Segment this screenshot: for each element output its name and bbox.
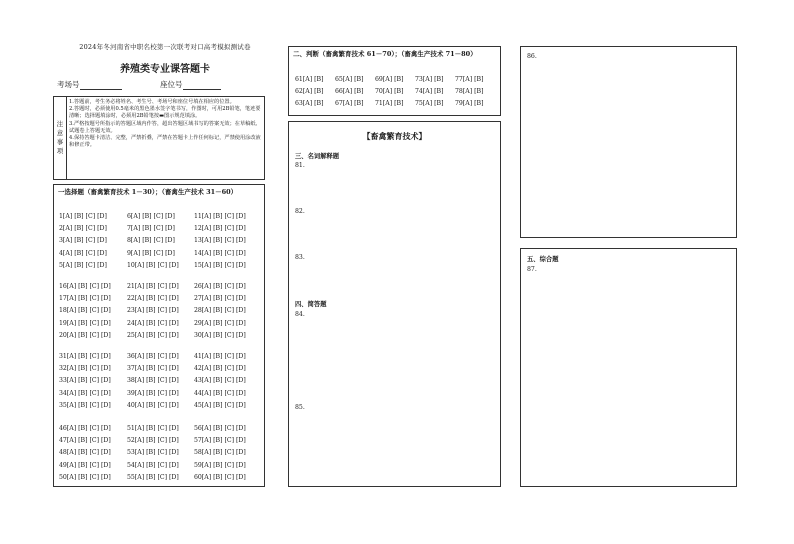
- mc-item[interactable]: 13[A] [B] [C] [D]: [194, 237, 246, 245]
- mc-item[interactable]: 29[A] [B] [C] [D]: [194, 319, 246, 327]
- mc-item[interactable]: 35[A] [B] [C] [D]: [59, 401, 111, 409]
- notice-box: [53, 96, 265, 180]
- tf-item[interactable]: 61[A] [B]: [295, 76, 324, 83]
- notice-char: 项: [56, 147, 64, 155]
- mc-item[interactable]: 55[A] [B] [C] [D]: [127, 473, 179, 481]
- mc-item[interactable]: 9[A] [B] [C] [D]: [127, 249, 175, 257]
- question-86[interactable]: 86.: [527, 53, 537, 60]
- mc-item[interactable]: 11[A] [B] [C] [D]: [194, 213, 246, 220]
- mc-item[interactable]: 41[A] [B] [C] [D]: [194, 353, 246, 360]
- mc-item[interactable]: 46[A] [B] [C] [D]: [59, 425, 111, 432]
- section-3-title: 三、名词解释题: [295, 153, 340, 160]
- question-84[interactable]: 84.: [295, 311, 305, 318]
- mc-item[interactable]: 19[A] [B] [C] [D]: [59, 319, 111, 327]
- mc-item[interactable]: 32[A] [B] [C] [D]: [59, 365, 111, 373]
- mc-item[interactable]: 28[A] [B] [C] [D]: [194, 307, 246, 315]
- mc-item[interactable]: 16[A] [B] [C] [D]: [59, 283, 111, 290]
- mc-item[interactable]: 56[A] [B] [C] [D]: [194, 425, 246, 432]
- tf-item[interactable]: 75[A] [B]: [415, 100, 444, 107]
- mc-item[interactable]: 14[A] [B] [C] [D]: [194, 249, 246, 257]
- question-83[interactable]: 83.: [295, 254, 305, 261]
- mc-item[interactable]: 22[A] [B] [C] [D]: [127, 295, 179, 303]
- exam-title: 2024年冬河南省中职名校第一次联考对口高考模拟测试卷: [79, 43, 251, 51]
- mc-item[interactable]: 10[A] [B] [C] [D]: [127, 261, 179, 269]
- mc-item[interactable]: 23[A] [B] [C] [D]: [127, 307, 179, 315]
- tf-title: 二、判断（畜禽繁育技术 61－70）；（畜禽生产技术 71－80）: [293, 50, 477, 58]
- tf-item[interactable]: 78[A] [B]: [455, 88, 484, 95]
- seat-label: 座位号: [160, 80, 183, 89]
- card-title: 养殖类专业课答题卡: [120, 64, 210, 75]
- notice-text: [69, 99, 262, 149]
- true-false-box: [288, 46, 501, 116]
- mc-title: 一选择题（畜禽繁育技术 1－30）；（畜禽生产技术 31－60）: [58, 188, 238, 196]
- question-82[interactable]: 82.: [295, 208, 305, 215]
- mc-item[interactable]: 51[A] [B] [C] [D]: [127, 425, 179, 432]
- mc-item[interactable]: 40[A] [B] [C] [D]: [127, 401, 179, 409]
- mc-item[interactable]: 4[A] [B] [C] [D]: [59, 249, 107, 257]
- answer-box-87: [520, 248, 737, 487]
- mc-item[interactable]: 31[A] [B] [C] [D]: [59, 353, 111, 360]
- mc-item[interactable]: 6[A] [B] [C] [D]: [127, 213, 175, 220]
- question-85[interactable]: 85.: [295, 404, 305, 411]
- mc-item[interactable]: 25[A] [B] [C] [D]: [127, 331, 179, 339]
- tf-item[interactable]: 66[A] [B]: [335, 88, 364, 95]
- mc-item[interactable]: 52[A] [B] [C] [D]: [127, 437, 179, 445]
- mc-item[interactable]: 54[A] [B] [C] [D]: [127, 461, 179, 469]
- tf-item[interactable]: 65[A] [B]: [335, 76, 364, 83]
- exam-room-line: [80, 81, 122, 90]
- mc-item[interactable]: 33[A] [B] [C] [D]: [59, 377, 111, 385]
- mc-item[interactable]: 49[A] [B] [C] [D]: [59, 461, 111, 469]
- mc-item[interactable]: 38[A] [B] [C] [D]: [127, 377, 179, 385]
- tf-item[interactable]: 79[A] [B]: [455, 100, 484, 107]
- mc-item[interactable]: 48[A] [B] [C] [D]: [59, 449, 111, 457]
- notice-char: 事: [56, 138, 64, 146]
- tf-item[interactable]: 73[A] [B]: [415, 76, 444, 83]
- tf-item[interactable]: 71[A] [B]: [375, 100, 404, 107]
- mc-item[interactable]: 57[A] [B] [C] [D]: [194, 437, 246, 445]
- tf-item[interactable]: 77[A] [B]: [455, 76, 484, 83]
- mc-item[interactable]: 3[A] [B] [C] [D]: [59, 237, 107, 245]
- mc-item[interactable]: 5[A] [B] [C] [D]: [59, 261, 107, 269]
- exam-room-field[interactable]: [57, 79, 122, 90]
- mc-item[interactable]: 50[A] [B] [C] [D]: [59, 473, 111, 481]
- tf-item[interactable]: 63[A] [B]: [295, 100, 324, 107]
- mc-item[interactable]: 1[A] [B] [C] [D]: [59, 213, 107, 220]
- mc-item[interactable]: 43[A] [B] [C] [D]: [194, 377, 246, 385]
- notice-line: 3.严格按题号所指示的答题区域内作答，超出答题区域书写的答案无效；在草稿纸、试题卷上答题无效。: [69, 120, 261, 134]
- mc-item[interactable]: 47[A] [B] [C] [D]: [59, 437, 111, 445]
- mc-item[interactable]: 17[A] [B] [C] [D]: [59, 295, 111, 303]
- mc-item[interactable]: 60[A] [B] [C] [D]: [194, 473, 246, 481]
- multiple-choice-box: [53, 184, 265, 487]
- mc-item[interactable]: 44[A] [B] [C] [D]: [194, 389, 246, 397]
- notice-line: 1.答题前，考生务必将姓名、考生号、考场号和座位号填在相应的位置。: [69, 99, 235, 105]
- mc-item[interactable]: 39[A] [B] [C] [D]: [127, 389, 179, 397]
- mc-item[interactable]: 37[A] [B] [C] [D]: [127, 365, 179, 373]
- mc-item[interactable]: 8[A] [B] [C] [D]: [127, 237, 175, 245]
- notice-label: [54, 97, 67, 179]
- mc-item[interactable]: 59[A] [B] [C] [D]: [194, 461, 246, 469]
- mc-item[interactable]: 27[A] [B] [C] [D]: [194, 295, 246, 303]
- section-4-title: 四、简答题: [295, 301, 327, 308]
- section-5-title: 五、综合题: [527, 256, 559, 263]
- mc-item[interactable]: 34[A] [B] [C] [D]: [59, 389, 111, 397]
- mc-item[interactable]: 36[A] [B] [C] [D]: [127, 353, 179, 360]
- tf-item[interactable]: 69[A] [B]: [375, 76, 404, 83]
- question-81[interactable]: 81.: [295, 162, 305, 169]
- exam-room-label: 考场号: [57, 80, 80, 89]
- tf-item[interactable]: 74[A] [B]: [415, 88, 444, 95]
- tf-item[interactable]: 62[A] [B]: [295, 88, 324, 95]
- notice-line: 2.答题时，必须使用0.5毫米的黑色墨水签字笔书写，作图时，可用2B铅笔，笔迹要清晰；选择题填涂时，必须用2B铅笔按▬图示规范填涂。: [69, 106, 261, 120]
- mc-item[interactable]: 12[A] [B] [C] [D]: [194, 225, 246, 233]
- answer-box-86: [520, 46, 737, 238]
- mc-item[interactable]: 30[A] [B] [C] [D]: [194, 331, 246, 339]
- tf-item[interactable]: 67[A] [B]: [335, 100, 364, 107]
- question-87[interactable]: 87.: [527, 266, 537, 273]
- mc-item[interactable]: 26[A] [B] [C] [D]: [194, 283, 246, 290]
- mc-item[interactable]: 58[A] [B] [C] [D]: [194, 449, 246, 457]
- mc-item[interactable]: 7[A] [B] [C] [D]: [127, 225, 175, 233]
- seat-line: [183, 81, 221, 90]
- subject-title: 【畜禽繁育技术】: [362, 131, 427, 141]
- mc-item[interactable]: 24[A] [B] [C] [D]: [127, 319, 179, 327]
- mc-item[interactable]: 15[A] [B] [C] [D]: [194, 261, 246, 269]
- seat-field[interactable]: [160, 79, 221, 90]
- notice-char: 意: [56, 129, 64, 137]
- mc-item[interactable]: 20[A] [B] [C] [D]: [59, 331, 111, 339]
- mc-item[interactable]: 42[A] [B] [C] [D]: [194, 365, 246, 373]
- mc-item[interactable]: 45[A] [B] [C] [D]: [194, 401, 246, 409]
- mc-item[interactable]: 53[A] [B] [C] [D]: [127, 449, 179, 457]
- notice-line: 4.保持答题卡清洁、完整，严禁折叠，严禁在答题卡上作任何标记，严禁使用涂改液和修正带。: [69, 135, 261, 149]
- mc-item[interactable]: 2[A] [B] [C] [D]: [59, 225, 107, 233]
- mc-item[interactable]: 21[A] [B] [C] [D]: [127, 283, 179, 290]
- tf-item[interactable]: 70[A] [B]: [375, 88, 404, 95]
- subjective-answer-box: [288, 121, 501, 487]
- mc-item[interactable]: 18[A] [B] [C] [D]: [59, 307, 111, 315]
- notice-char: 注: [56, 120, 64, 128]
